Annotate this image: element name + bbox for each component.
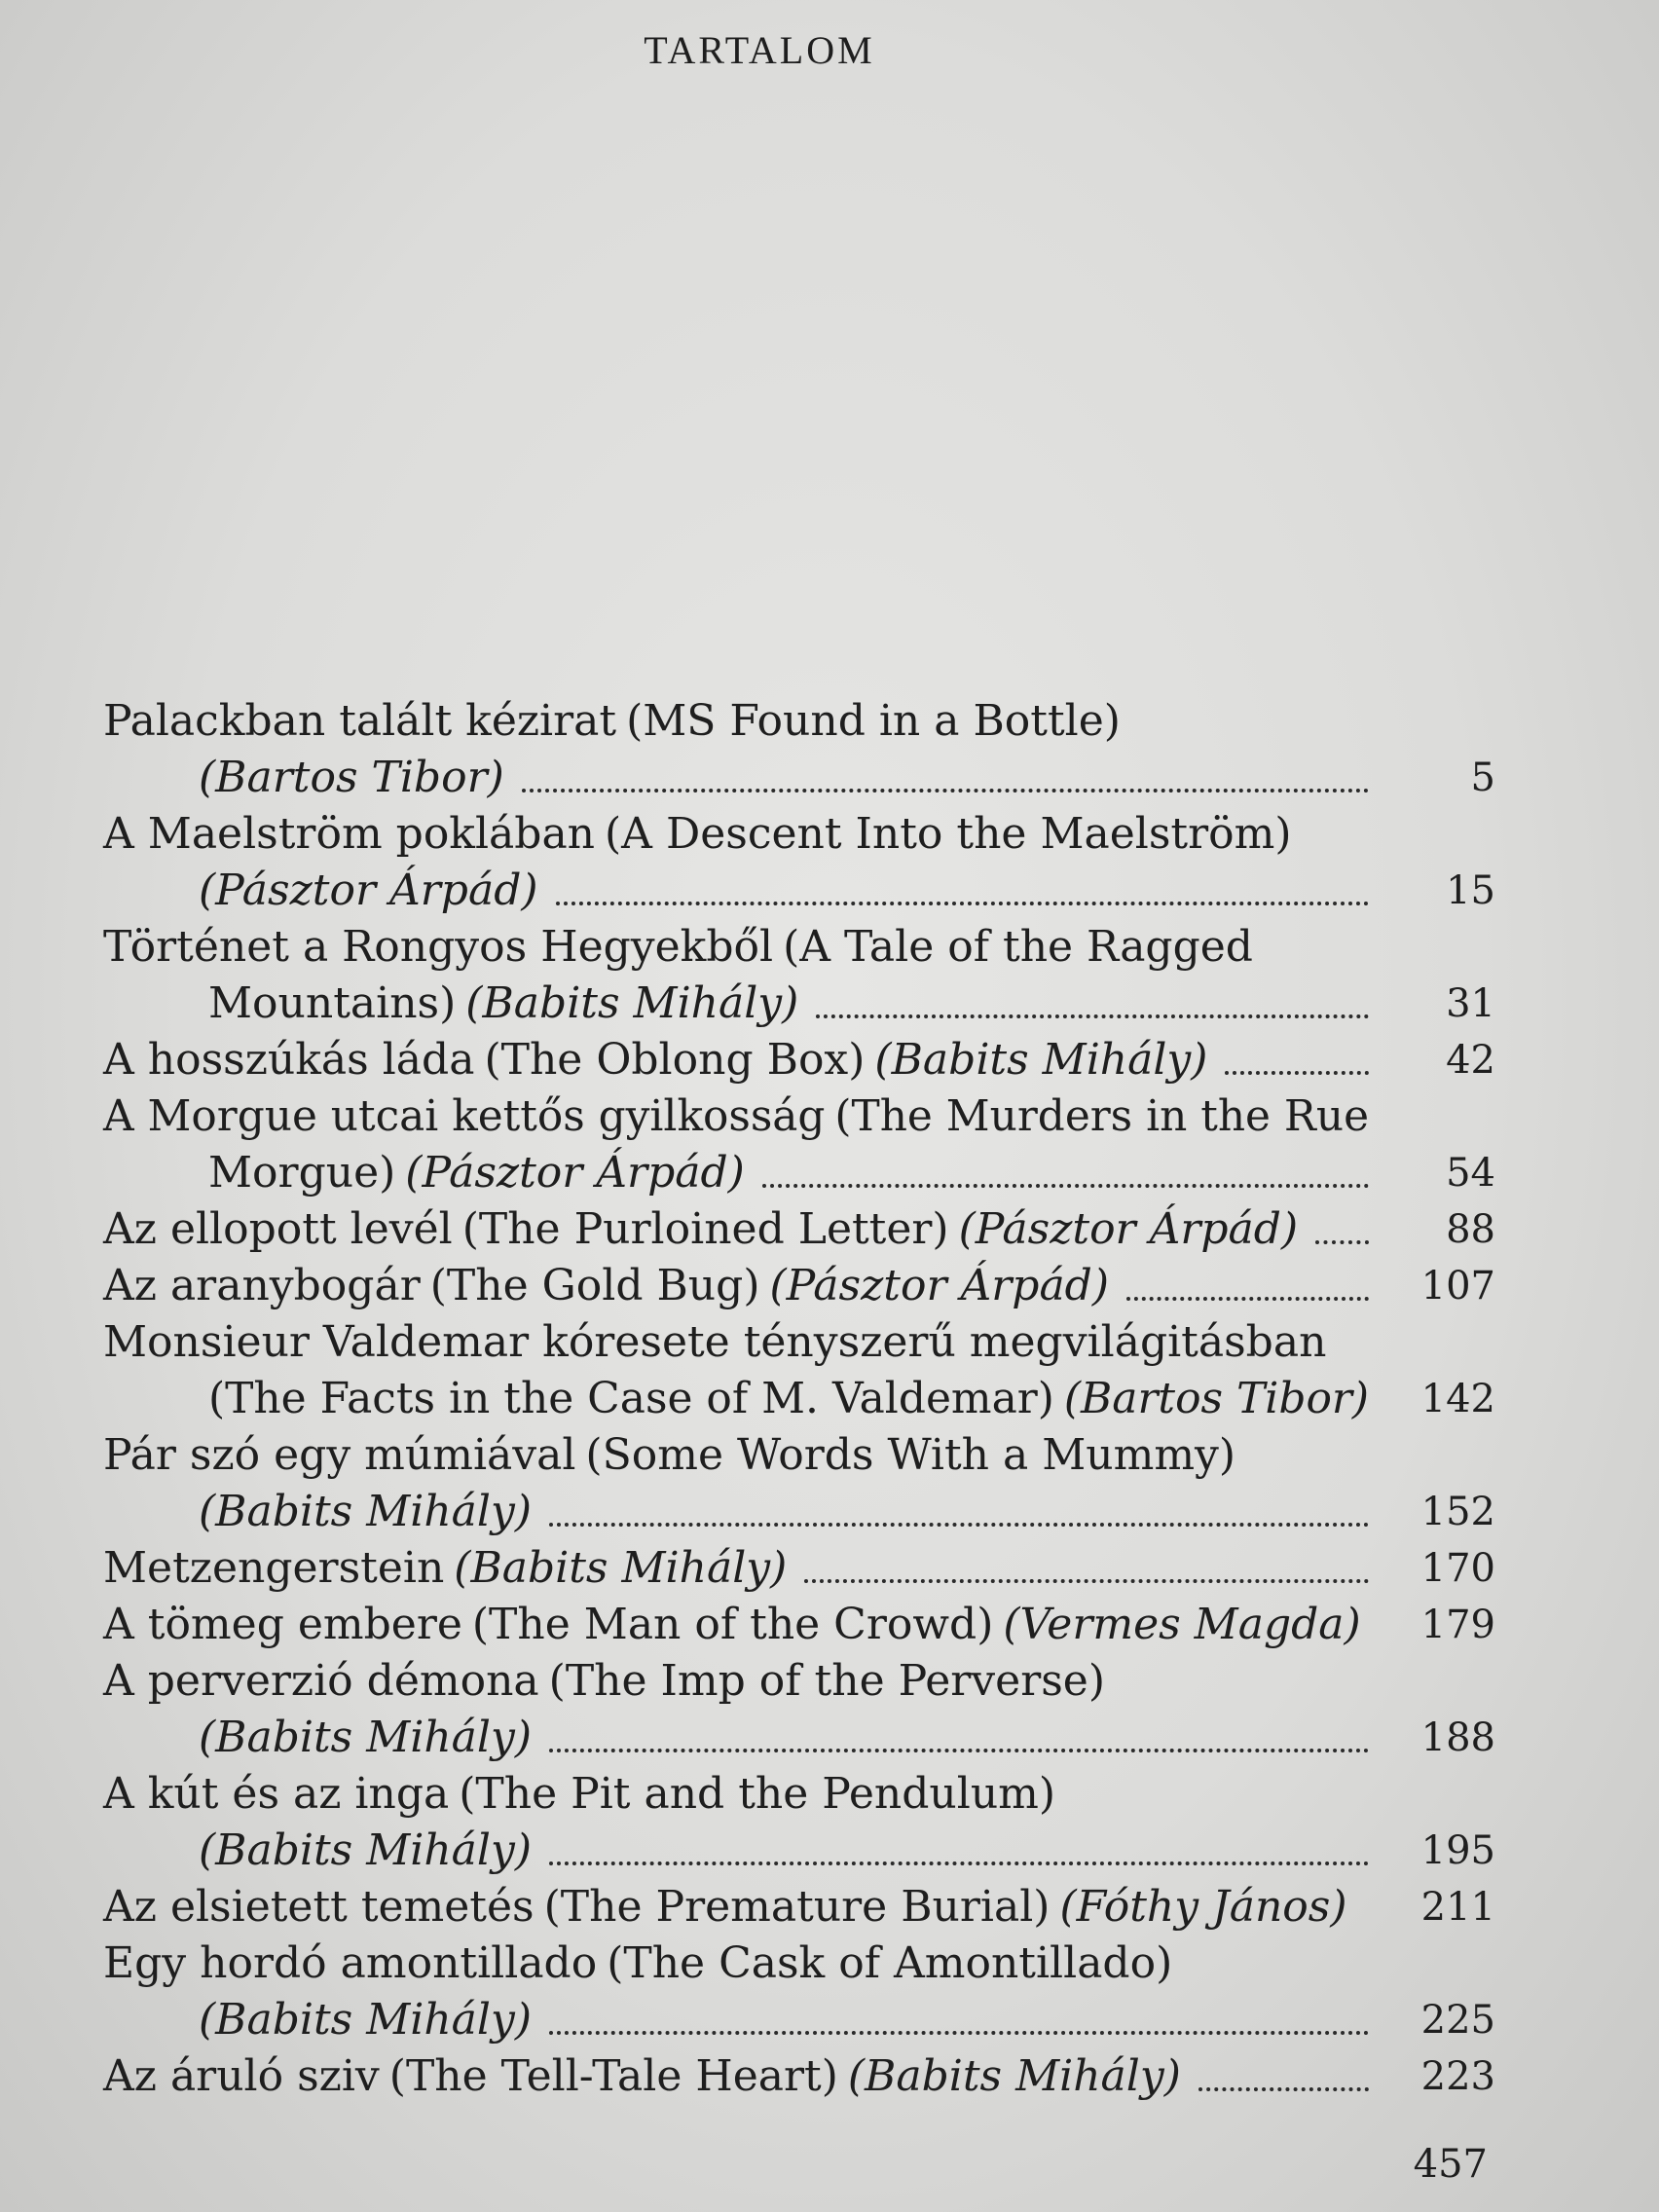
toc-translator: (Pásztor Árpád) xyxy=(405,1148,745,1198)
toc-title-hungarian: Pár szó egy múmiával xyxy=(103,1430,576,1480)
dot-leader xyxy=(1315,1236,1369,1244)
toc-entry-line xyxy=(103,1258,1495,1314)
toc-entry-line xyxy=(103,806,1495,863)
dot-leader xyxy=(804,1575,1369,1583)
dot-leader xyxy=(556,898,1369,905)
toc-entry-text xyxy=(199,1484,532,1540)
toc-title-hungarian: A perverzió démona xyxy=(103,1656,539,1706)
toc-title-original: (The Tell-Tale Heart) xyxy=(388,2051,838,2101)
toc-title-hungarian: Az elsietett temetés xyxy=(103,1882,535,1932)
toc-translator: (Babits Mihály) xyxy=(199,1995,533,2045)
dot-leader xyxy=(549,1858,1369,1865)
toc-title-hungarian: A Maelström poklában xyxy=(103,809,596,859)
toc-title-hungarian: Az ellopott levél xyxy=(103,1204,453,1254)
toc-title-original: (The Gold Bug) xyxy=(429,1261,760,1310)
toc-translator: (Vermes Magda) xyxy=(1003,1600,1361,1649)
toc-entry-text xyxy=(199,1992,532,2048)
dot-leader xyxy=(549,1519,1369,1527)
toc-title-original: (The Pit and the Pendulum) xyxy=(459,1769,1056,1819)
toc-entry-line xyxy=(103,1201,1495,1258)
toc-page-number: 107 xyxy=(1420,1264,1495,1309)
toc-title-original: (The Oblong Box) xyxy=(484,1035,866,1085)
toc-title-hungarian: A tömeg embere xyxy=(103,1600,462,1649)
page-number: 457 xyxy=(1413,2142,1488,2187)
toc-title-original: Mountains) xyxy=(208,978,457,1028)
toc-entry-continuation xyxy=(103,1992,1495,2048)
toc-page-number: 223 xyxy=(1420,2054,1495,2099)
toc-title-original: (The Cask of Amontillado) xyxy=(607,1938,1173,1988)
toc-translator: (Fóthy János) xyxy=(1059,1882,1347,1932)
toc-translator: (Babits Mihály) xyxy=(199,1713,533,1762)
toc-entry-line xyxy=(103,1540,1495,1597)
toc-entry-text xyxy=(103,1088,1369,1145)
toc-entry-text xyxy=(103,1936,1172,1992)
toc-entry-line xyxy=(103,2048,1495,2105)
toc-entry-text xyxy=(103,1540,787,1597)
toc-entry xyxy=(103,919,1495,1032)
dot-leader xyxy=(1198,2083,1369,2091)
toc-entry xyxy=(103,1879,1495,1936)
toc-title-original: (The Purloined Letter) xyxy=(461,1204,949,1254)
toc-entry-text xyxy=(103,693,1121,750)
toc-entry-text xyxy=(103,806,1292,863)
toc-page-number: 195 xyxy=(1420,1828,1495,1873)
toc-title-hungarian: A kút és az inga xyxy=(103,1769,450,1819)
dot-leader xyxy=(549,1745,1369,1752)
toc-page-number: 188 xyxy=(1420,1715,1495,1760)
toc-entry xyxy=(103,1088,1495,1201)
toc-entry-line xyxy=(103,1879,1495,1936)
toc-title-hungarian: Monsieur Valdemar kóresete tényszerű megvilágitásban xyxy=(103,1317,1327,1367)
toc-page-number: 88 xyxy=(1446,1207,1495,1252)
toc-translator: (Pásztor Árpád) xyxy=(769,1261,1110,1310)
toc-title-hungarian: Metzengerstein xyxy=(103,1543,445,1593)
toc-entry-continuation xyxy=(103,1145,1495,1201)
dot-leader xyxy=(522,785,1369,793)
toc-title-original: (A Descent Into the Maelström) xyxy=(605,809,1292,859)
toc-entry-continuation xyxy=(103,1484,1495,1540)
toc-page-number: 5 xyxy=(1470,756,1495,800)
toc-entry-text xyxy=(199,1710,532,1766)
toc-entry xyxy=(103,693,1495,806)
toc-translator: (Bartos Tibor) xyxy=(1063,1374,1369,1423)
toc-page-number: 15 xyxy=(1446,868,1495,913)
toc-title-original: (The Murders in the Rue xyxy=(834,1091,1369,1141)
toc-entry-text xyxy=(199,976,798,1032)
toc-page-number: 179 xyxy=(1420,1603,1495,1647)
toc-entry xyxy=(103,1597,1495,1653)
toc-translator: (Bartos Tibor) xyxy=(199,753,504,802)
toc-entry xyxy=(103,1032,1495,1088)
toc-entry-text xyxy=(199,863,538,919)
toc-page-number: 31 xyxy=(1446,981,1495,1026)
dot-leader xyxy=(549,2027,1369,2035)
toc-entry-text xyxy=(199,1145,745,1201)
toc-title-original: (Some Words With a Mummy) xyxy=(585,1430,1236,1480)
toc-entry xyxy=(103,1540,1495,1597)
toc-entry xyxy=(103,1258,1495,1314)
toc-entry xyxy=(103,806,1495,919)
toc-entry-line xyxy=(103,1597,1495,1653)
toc-entry-continuation xyxy=(103,976,1495,1032)
toc-entry-text xyxy=(103,1879,1347,1936)
toc-translator: (Babits Mihály) xyxy=(199,1487,533,1536)
toc-page-number: 142 xyxy=(1420,1377,1495,1421)
toc-entry-continuation xyxy=(103,863,1495,919)
dot-leader xyxy=(816,1011,1369,1018)
toc-title-hungarian: A Morgue utcai kettős gyilkosság xyxy=(103,1091,826,1141)
toc-entry-continuation xyxy=(103,1710,1495,1766)
toc-entry-line xyxy=(103,1314,1495,1371)
toc-entry xyxy=(103,2048,1495,2105)
toc-title-hungarian: Egy hordó amontillado xyxy=(103,1938,598,1988)
toc-title-original: Morgue) xyxy=(208,1148,396,1198)
toc-translator: (Babits Mihály) xyxy=(847,2051,1181,2101)
toc-translator: (Babits Mihály) xyxy=(465,978,799,1028)
toc-entry-line xyxy=(103,1427,1495,1484)
toc-entry-text xyxy=(199,1823,532,1879)
toc-translator: (Pásztor Árpád) xyxy=(958,1204,1299,1254)
toc-entry xyxy=(103,1653,1495,1766)
toc-entry-text xyxy=(103,1258,1109,1314)
toc-title-hungarian: Az áruló sziv xyxy=(103,2051,380,2101)
toc-title-hungarian: Az aranybogár xyxy=(103,1261,421,1310)
toc-title-original: (The Premature Burial) xyxy=(543,1882,1051,1932)
toc-title-original: (The Facts in the Case of M. Valdemar) xyxy=(207,1374,1054,1423)
toc-title-hungarian: Történet a Rongyos Hegyekből xyxy=(103,922,774,972)
toc-entry-text xyxy=(103,1201,1298,1258)
toc-entry xyxy=(103,1314,1495,1427)
toc-title-original: (MS Found in a Bottle) xyxy=(626,696,1121,746)
toc-title-hungarian: A hosszúkás láda xyxy=(103,1035,475,1085)
toc-title-original: (The Imp of the Perverse) xyxy=(548,1656,1106,1706)
toc-translator: (Babits Mihály) xyxy=(874,1035,1208,1085)
toc-entry-line xyxy=(103,1032,1495,1088)
dot-leader xyxy=(762,1180,1369,1188)
toc-page-number: 54 xyxy=(1446,1151,1495,1196)
toc-entry-text xyxy=(103,1766,1055,1823)
toc-entry-continuation xyxy=(103,750,1495,806)
toc-entry-line xyxy=(103,919,1495,976)
toc-entry-text xyxy=(103,2048,1181,2105)
toc-entry-continuation xyxy=(103,1371,1495,1427)
toc-entry-text xyxy=(103,1032,1207,1088)
toc-entry-text xyxy=(103,1597,1361,1653)
toc-translator: (Babits Mihály) xyxy=(454,1543,788,1593)
toc-entry-text xyxy=(103,1653,1105,1710)
toc-title-hungarian: Palackban talált kézirat xyxy=(103,696,617,746)
toc-page-number: 42 xyxy=(1446,1038,1495,1083)
toc-page-number: 225 xyxy=(1420,1998,1495,2043)
toc-entry-text xyxy=(199,1371,1369,1427)
page-title: TARTALOM xyxy=(644,28,875,72)
toc-title-original: (A Tale of the Ragged xyxy=(783,922,1253,972)
toc-translator: (Babits Mihály) xyxy=(199,1825,533,1875)
toc-entry-continuation xyxy=(103,1823,1495,1879)
toc-entry-line xyxy=(103,1936,1495,1992)
toc-entry xyxy=(103,1427,1495,1540)
toc-entry-line xyxy=(103,1088,1495,1145)
toc-entry-line xyxy=(103,693,1495,750)
toc-entry xyxy=(103,1936,1495,2048)
toc-entry xyxy=(103,1766,1495,1879)
toc-entry-line xyxy=(103,1766,1495,1823)
toc-entry-text xyxy=(103,1314,1326,1371)
dot-leader xyxy=(1225,1067,1369,1075)
toc-page-number: 170 xyxy=(1420,1546,1495,1591)
toc-entry-text xyxy=(103,1427,1235,1484)
toc-page-number: 211 xyxy=(1420,1885,1495,1930)
toc-title-original: (The Man of the Crowd) xyxy=(471,1600,994,1649)
toc-page-number: 152 xyxy=(1420,1490,1495,1534)
toc-translator: (Pásztor Árpád) xyxy=(199,866,538,915)
table-of-contents xyxy=(103,693,1495,2105)
dot-leader xyxy=(1126,1293,1369,1301)
toc-entry-text xyxy=(103,919,1253,976)
toc-entry xyxy=(103,1201,1495,1258)
toc-entry-line xyxy=(103,1653,1495,1710)
toc-entry-text xyxy=(199,750,504,806)
